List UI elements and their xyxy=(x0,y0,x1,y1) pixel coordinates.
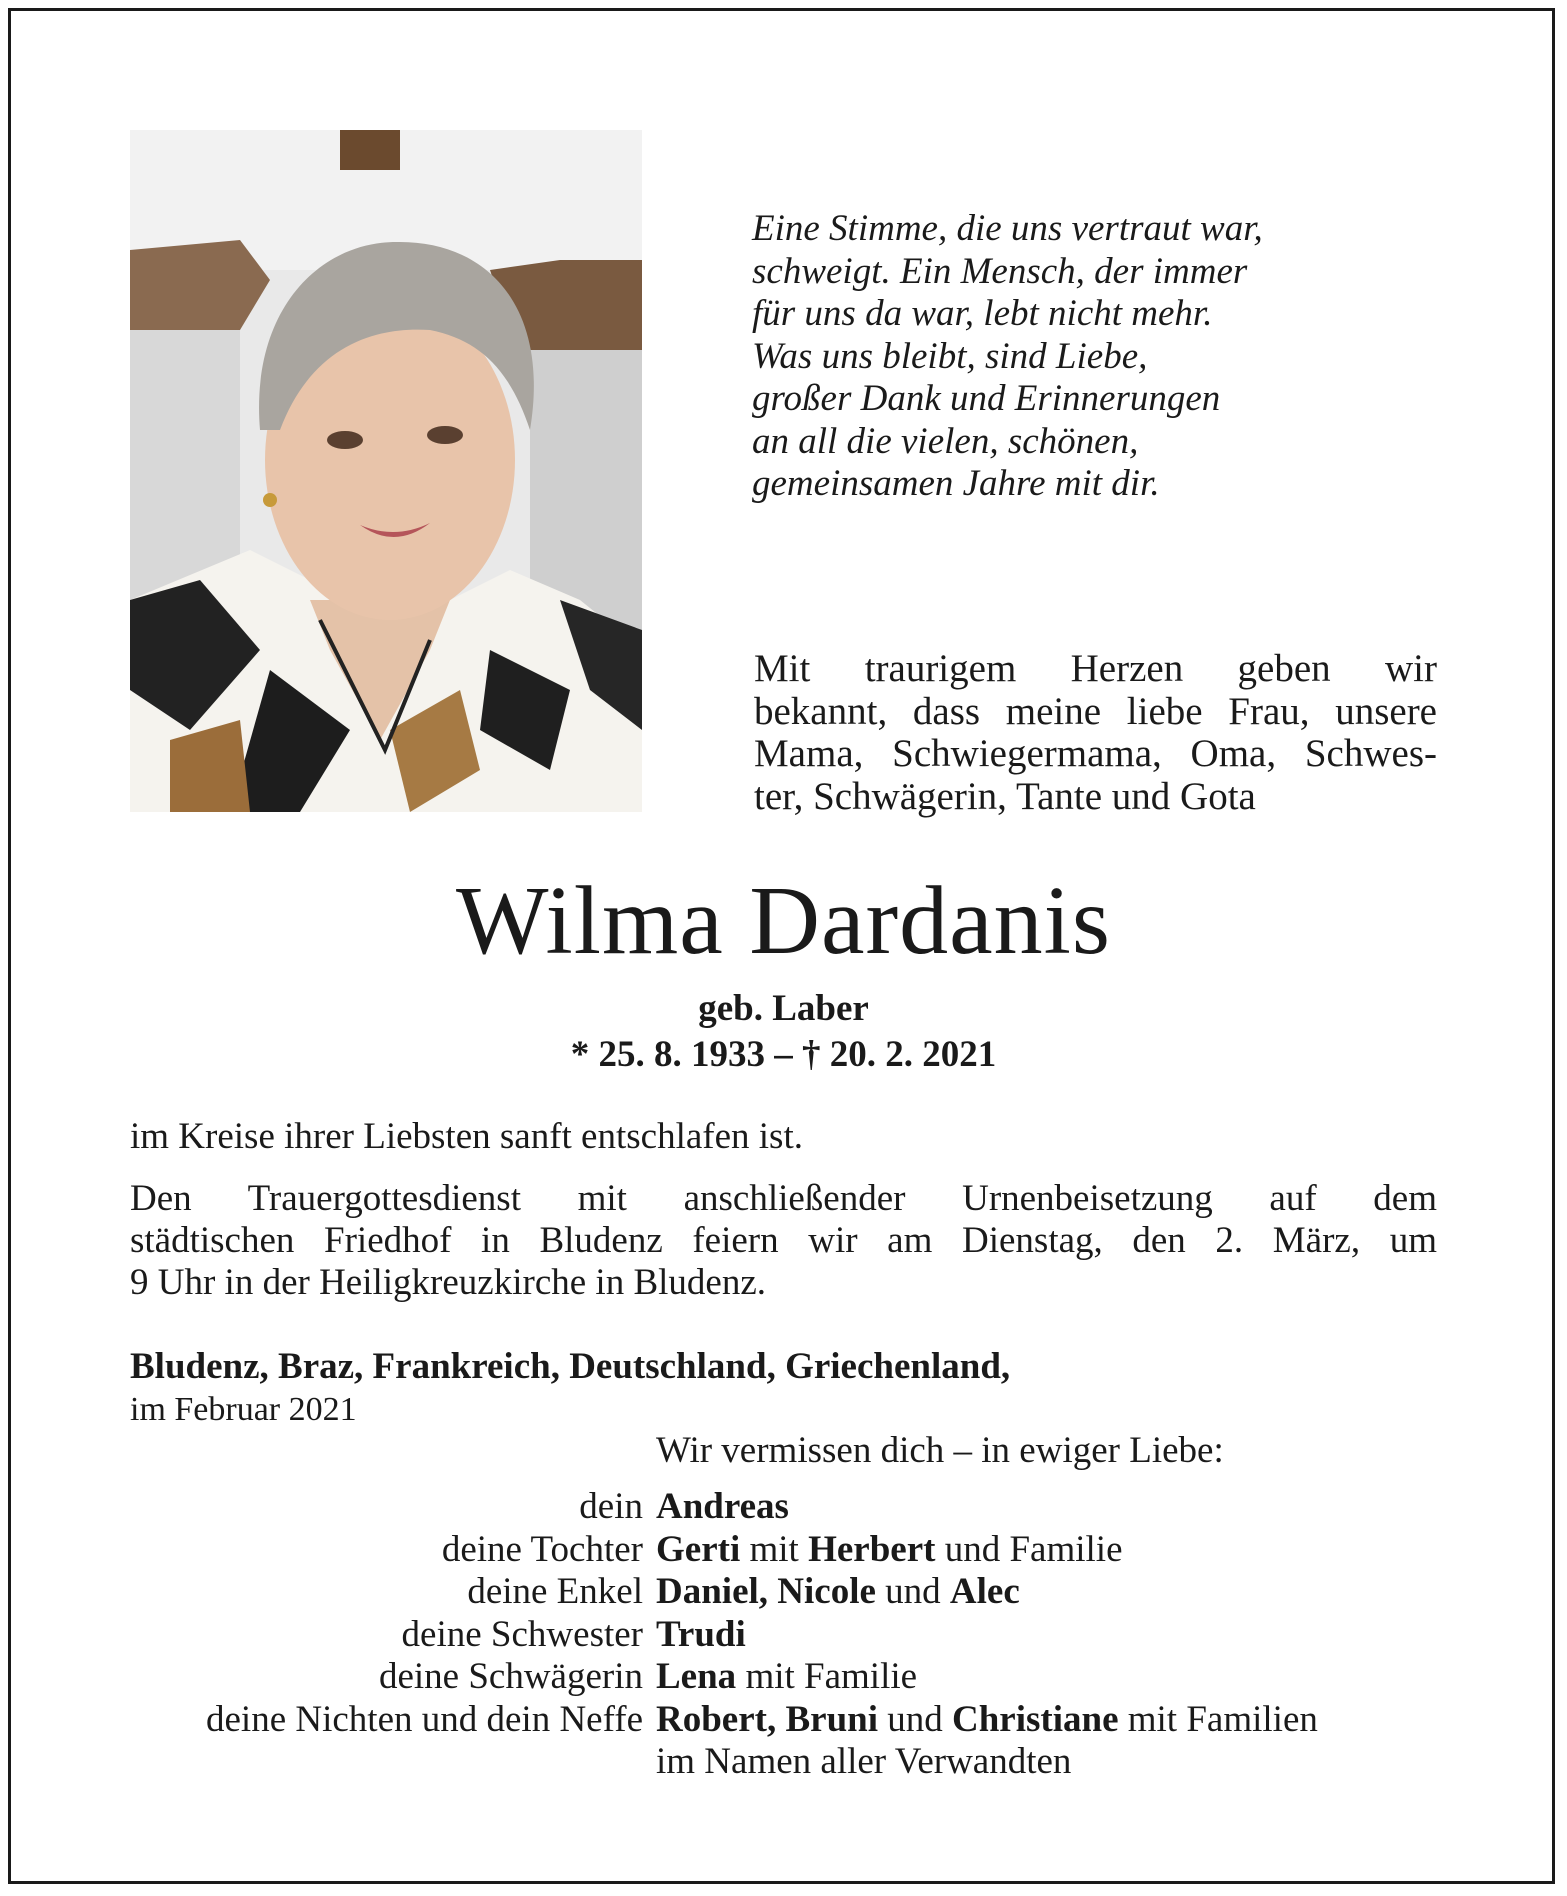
family-row xyxy=(0,1571,1567,1614)
member-name: Andreas xyxy=(656,1486,789,1527)
deceased-name: Wilma Dardanis xyxy=(455,867,1112,975)
portrait-photo xyxy=(130,130,642,812)
intro-line: Mit traurigem Herzen geben wir xyxy=(754,647,1437,690)
announcement-intro xyxy=(754,648,1437,818)
poem-line: Was uns bleibt, sind Liebe, xyxy=(752,335,1148,377)
poem-line: gemeinsamen Jahre mit dir. xyxy=(752,463,1160,504)
family-row xyxy=(0,1656,1567,1699)
family-members xyxy=(656,1614,746,1657)
service-line: Den Trauergottesdienst mit anschließender Urnenbeisetzung auf dem xyxy=(130,1178,1437,1219)
member-text: mit Familie xyxy=(736,1656,918,1697)
member-name: Lena xyxy=(656,1656,737,1697)
family-relation: deine Enkel xyxy=(467,1571,643,1612)
member-name: Herbert xyxy=(808,1528,936,1570)
family-row xyxy=(0,1486,1567,1529)
family-row xyxy=(0,1614,1567,1657)
service-text xyxy=(130,1178,1437,1304)
family-members xyxy=(656,1741,1071,1784)
intro-line: ter, Schwägerin, Tante und Gota xyxy=(754,774,1256,818)
family-relation: deine Schwägerin xyxy=(378,1656,643,1697)
member-text: im Namen aller Verwandten xyxy=(656,1741,1072,1782)
family-members xyxy=(656,1486,789,1529)
intro-line: Mama, Schwiegermama, Oma, Schwes- xyxy=(754,732,1437,775)
member-text: mit Familien xyxy=(1118,1698,1318,1740)
poem-line: Eine Stimme, die uns vertraut war, xyxy=(752,208,1263,249)
family-members xyxy=(656,1656,917,1699)
poem-line: für uns da war, lebt nicht mehr. xyxy=(752,293,1213,334)
poem-line: schweigt. Ein Mensch, der immer xyxy=(752,250,1248,292)
family-list xyxy=(0,1486,1567,1784)
family-members xyxy=(656,1571,1020,1614)
family-members xyxy=(656,1699,1318,1742)
member-text: und Familie xyxy=(935,1528,1123,1570)
poem-line: an all die vielen, schönen, xyxy=(752,420,1139,462)
member-name: Alec xyxy=(949,1571,1020,1612)
member-name: Christiane xyxy=(952,1698,1119,1740)
service-line: 9 Uhr in der Heiligkreuzkirche in Bludenz. xyxy=(130,1262,766,1303)
family-row xyxy=(0,1699,1567,1742)
member-name: Trudi xyxy=(656,1613,746,1655)
family-relation: deine Tochter xyxy=(441,1528,643,1570)
intro-line: bekannt, dass meine liebe Frau, unsere xyxy=(754,689,1437,733)
passed-text: im Kreise ihrer Liebsten sanft entschlafen ist. xyxy=(130,1116,803,1157)
service-line: städtischen Friedhof in Bludenz feiern wir am Dienstag, den 2. März, um xyxy=(130,1220,1437,1261)
family-relation: dein xyxy=(579,1486,643,1527)
miss-line: Wir vermissen dich – in ewiger Liebe: xyxy=(656,1430,1224,1471)
places-line: Bludenz, Braz, Frankreich, Deutschland, Griechenland, xyxy=(130,1346,1011,1387)
family-row xyxy=(0,1529,1567,1572)
life-dates: * 25. 8. 1933 – † 20. 2. 2021 xyxy=(570,1034,997,1075)
member-text: mit xyxy=(740,1528,809,1570)
family-members xyxy=(656,1529,1123,1572)
family-relation: deine Schwester xyxy=(401,1613,643,1655)
family-relation: deine Nichten und dein Neffe xyxy=(206,1698,643,1740)
birth-name: geb. Laber xyxy=(698,988,869,1029)
member-name: Daniel, Nicole xyxy=(656,1571,876,1612)
member-text: und xyxy=(878,1698,952,1740)
member-text: und xyxy=(875,1571,950,1612)
family-row xyxy=(0,1741,1567,1784)
member-name: Robert, Bruni xyxy=(656,1698,878,1740)
poem-line: großer Dank und Erinnerungen xyxy=(752,378,1221,419)
memorial-poem xyxy=(752,208,1452,506)
member-name: Gerti xyxy=(656,1528,741,1570)
date-line: im Februar 2021 xyxy=(130,1391,357,1428)
